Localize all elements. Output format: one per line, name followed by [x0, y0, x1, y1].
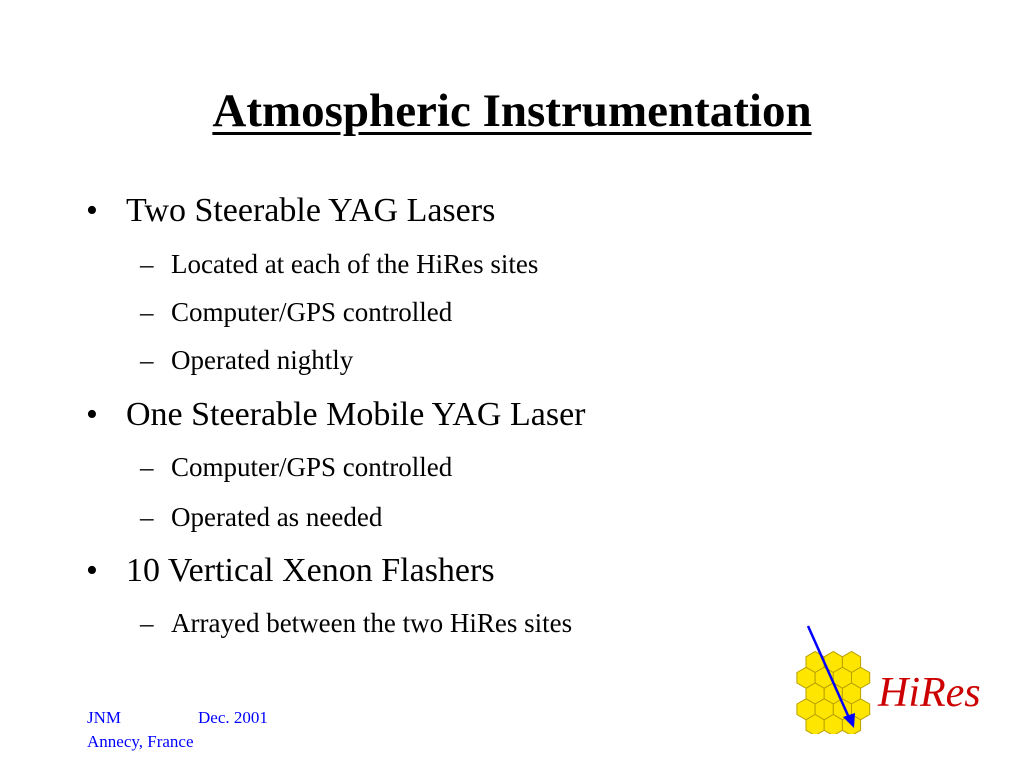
sub-item-text: Computer/GPS controlled: [171, 297, 453, 327]
dash-icon: –: [140, 608, 154, 638]
sub-item-text: Computer/GPS controlled: [171, 452, 453, 482]
sub-item-text: Arrayed between the two HiRes sites: [171, 608, 573, 638]
dash-icon: –: [140, 452, 154, 482]
hires-logo-graphic: [788, 624, 998, 734]
dash-icon: –: [140, 345, 154, 375]
bullet-icon: •: [86, 396, 98, 433]
slide-title-text: Atmospheric Instrumentation: [212, 85, 812, 137]
slide-title: [0, 82, 1024, 140]
dash-icon: –: [140, 502, 154, 532]
sub-item-text: Operated as needed: [171, 502, 383, 532]
footer-date: Dec. 2001: [198, 708, 268, 727]
dash-icon: –: [140, 249, 154, 279]
hires-logo: [788, 624, 998, 734]
bullet-text: Two Steerable YAG Lasers: [126, 192, 496, 229]
footer-line-1: [87, 708, 268, 728]
sub-item-text: Located at each of the HiRes sites: [171, 249, 539, 279]
logo-text: HiRes: [878, 670, 981, 716]
footer-author: JNM: [87, 708, 122, 727]
footer-location: Annecy, France: [87, 732, 194, 751]
bullet-text: 10 Vertical Xenon Flashers: [126, 552, 495, 589]
bullet-text: One Steerable Mobile YAG Laser: [126, 396, 586, 433]
dash-icon: –: [140, 297, 154, 327]
footer-line-2: [87, 732, 194, 752]
bullet-icon: •: [86, 192, 98, 229]
bullet-icon: •: [86, 552, 98, 589]
honeycomb-icon: [797, 652, 870, 735]
sub-item-text: Operated nightly: [171, 345, 354, 375]
